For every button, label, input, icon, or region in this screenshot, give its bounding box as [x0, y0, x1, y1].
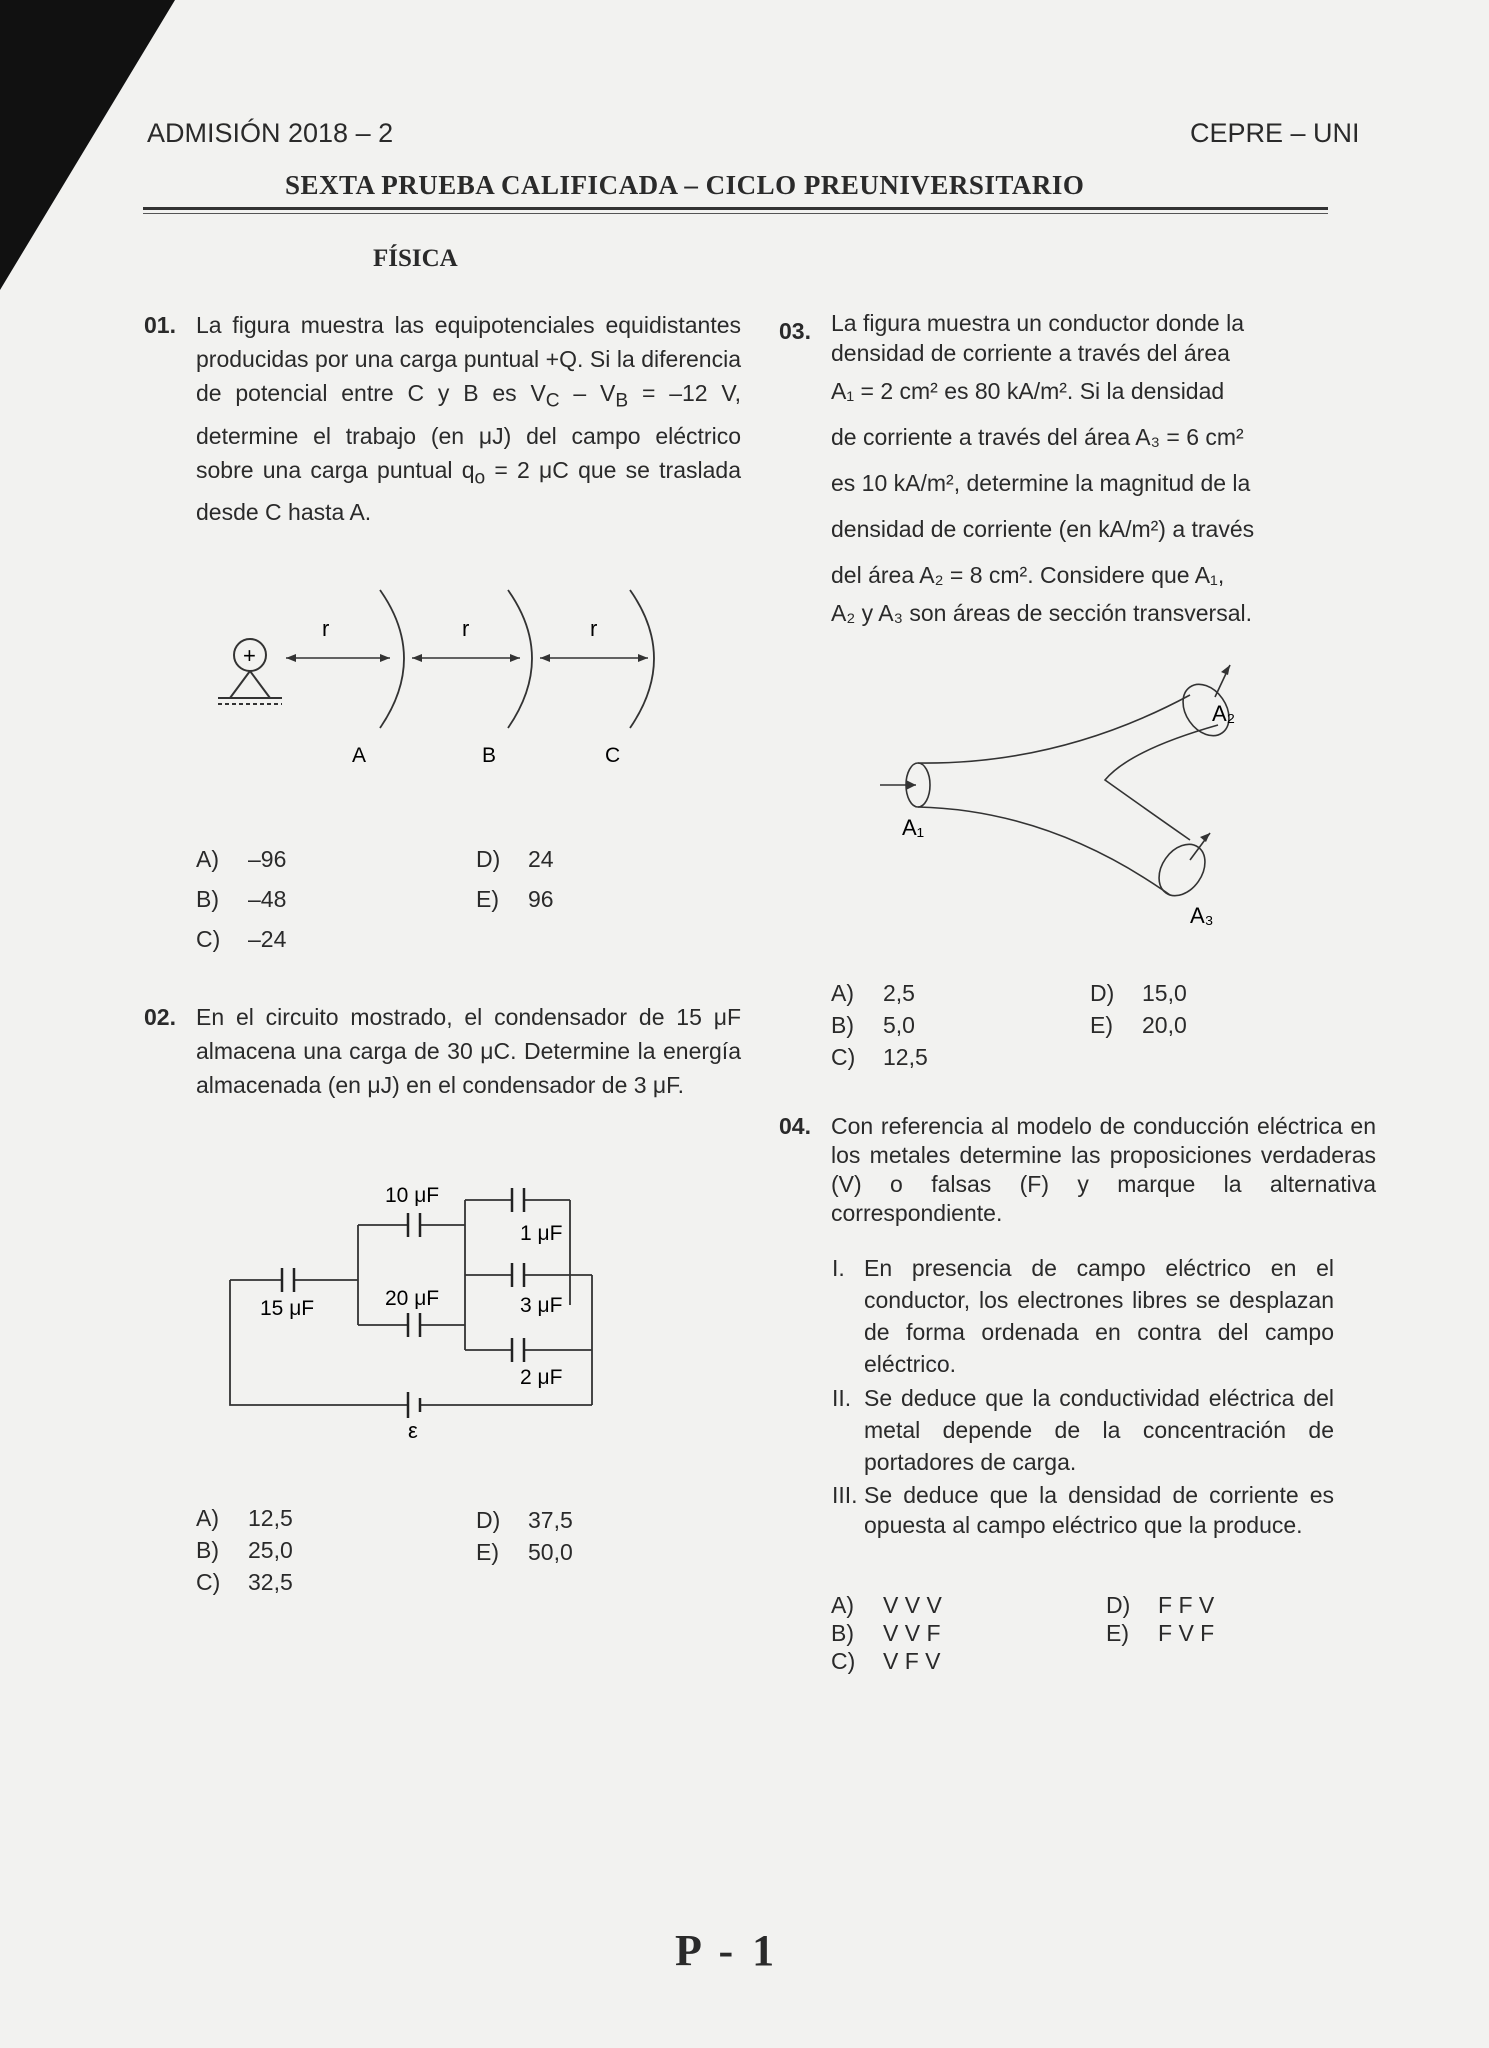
option-letter: B)	[196, 1537, 219, 1563]
title-rule	[143, 207, 1328, 210]
proposition-number: I.	[832, 1255, 845, 1281]
cap-2uf-plates	[512, 1338, 524, 1362]
label-10uf: 10 μF	[385, 1184, 440, 1207]
q1-option-a[interactable]	[196, 846, 286, 873]
conductor-lower-edge	[918, 807, 1170, 895]
current-arrowheads	[906, 665, 1230, 842]
q2-option-e[interactable]	[476, 1539, 573, 1566]
question-01	[144, 308, 741, 529]
title-rule-thin	[143, 213, 1328, 214]
option-value: 25,0	[248, 1537, 293, 1563]
option-letter: E)	[476, 1539, 499, 1565]
q1-text-4a: sobre una carga puntual q	[196, 456, 475, 483]
option-value: 2,5	[883, 980, 915, 1006]
q3-line-4: de corriente a través del área A₃ = 6 cm²	[831, 424, 1244, 450]
option-letter: C)	[196, 926, 221, 952]
cap-3uf-plates	[512, 1263, 524, 1287]
q2-option-c[interactable]	[196, 1569, 293, 1596]
option-letter: C)	[831, 1044, 856, 1070]
q3-line-2: densidad de corriente a través del área	[831, 340, 1230, 366]
conductor-upper-edge	[918, 695, 1190, 763]
q1-text-1: La figura muestra las equipotenciales equidistantes producidas por una carga puntual +Q. Si la diferencia de potencial	[196, 312, 741, 406]
q1-text-2b: = –12 V, determine	[196, 380, 741, 449]
option-value: –96	[248, 846, 287, 872]
option-value: 32,5	[248, 1569, 293, 1595]
q1-sub-b: B	[615, 390, 629, 412]
option-value: F V F	[1158, 1620, 1215, 1646]
subject-heading: FÍSICA	[373, 245, 458, 272]
proposition-1	[832, 1252, 1334, 1380]
cap-10uf-plates	[408, 1213, 420, 1237]
equipotential-figure	[200, 580, 680, 780]
option-value: 20,0	[1142, 1012, 1187, 1038]
exam-title: SEXTA PRUEBA CALIFICADA – CICLO PREUNIVERSITARIO	[285, 170, 1085, 200]
option-letter: C)	[196, 1569, 221, 1595]
q4-option-b[interactable]	[831, 1620, 941, 1647]
option-value: 24	[528, 846, 554, 872]
option-letter: E)	[1090, 1012, 1113, 1038]
q4-option-a[interactable]	[831, 1592, 942, 1619]
label-a: A	[352, 744, 367, 767]
option-letter: B)	[831, 1012, 854, 1038]
q2-option-a[interactable]	[196, 1505, 293, 1532]
proposition-number: III.	[832, 1482, 858, 1508]
q2-option-d[interactable]	[476, 1507, 573, 1534]
option-letter: A)	[196, 1505, 219, 1531]
option-letter: D)	[1090, 980, 1115, 1006]
conductor-inner-edge	[1105, 725, 1218, 840]
option-letter: B)	[831, 1620, 854, 1646]
label-3uf: 3 μF	[520, 1294, 563, 1317]
option-letter: D)	[476, 846, 501, 872]
q3-line-6: densidad de corriente (en kA/m²) a través	[831, 516, 1255, 542]
q3-line-3: A₁ = 2 cm² es 80 kA/m². Si la densidad	[831, 378, 1225, 404]
option-value: –48	[248, 886, 287, 912]
q3-line-8: A₂ y A₃ son áreas de sección transversal.	[831, 600, 1252, 626]
question-number: 01.	[144, 312, 176, 338]
option-value: V V F	[883, 1620, 941, 1646]
area-a3-ellipse	[1150, 836, 1215, 905]
page-number: P - 1	[675, 1926, 779, 1975]
charge-stand	[218, 671, 282, 698]
question-number: 03.	[779, 318, 811, 344]
q1-option-b[interactable]	[196, 886, 286, 913]
option-value: 15,0	[1142, 980, 1187, 1006]
option-value: 96	[528, 886, 554, 912]
wire-right	[570, 1200, 592, 1405]
label-a3: A₃	[1190, 903, 1214, 928]
option-value: 12,5	[248, 1505, 293, 1531]
q3-option-c[interactable]	[831, 1044, 928, 1071]
circuit-figure	[220, 1180, 620, 1440]
option-value: V F V	[883, 1648, 941, 1674]
option-value: 50,0	[528, 1539, 573, 1565]
q2-text: En el circuito mostrado, el condensador de 15 μF almacena una carga de 30 μC. Determine la energía almacenada (en μJ) en el condensador de 3 μF.	[196, 1004, 741, 1098]
q3-line-5: es 10 kA/m², determine la magnitud de la	[831, 470, 1251, 496]
option-letter: C)	[831, 1648, 856, 1674]
proposition-3	[832, 1480, 1334, 1540]
label-a2: A₂	[1212, 701, 1236, 726]
r-label-2: r	[462, 616, 470, 641]
label-a1: A₁	[902, 815, 925, 840]
option-letter: A)	[831, 980, 854, 1006]
cap-1uf-plates	[512, 1188, 524, 1212]
q1-text-2: entre C y B es V	[341, 380, 546, 406]
proposition-text: En presencia de campo eléctrico en el conductor, los electrones libres se desplazan de forma ordenada en contra del campo eléctrico.	[864, 1255, 1334, 1377]
option-letter: D)	[476, 1507, 501, 1533]
proposition-number: II.	[832, 1385, 852, 1411]
r-label-1: r	[322, 616, 330, 641]
option-letter: E)	[1106, 1620, 1129, 1646]
cap-20uf-plates	[408, 1313, 420, 1337]
q1-text-4b: = 2 μC que se	[485, 456, 650, 483]
header-institution: CEPRE – UNI	[1190, 118, 1360, 148]
question-number: 02.	[144, 1004, 176, 1030]
label-1uf: 1 μF	[520, 1222, 563, 1245]
q3-option-b[interactable]	[831, 1012, 915, 1039]
question-number: 04.	[779, 1113, 811, 1139]
option-letter: D)	[1106, 1592, 1131, 1618]
option-value: 5,0	[883, 1012, 915, 1038]
q1-sub-o: o	[474, 467, 486, 489]
label-20uf: 20 μF	[385, 1287, 440, 1310]
q3-line-7: del área A₂ = 8 cm². Considere que A₁,	[831, 562, 1225, 588]
q4-option-d[interactable]	[1106, 1592, 1214, 1619]
q4-text: Con referencia al modelo de conducción eléctrica en los metales determine las proposiciones verdaderas (V) o falsas (F) y marque la alternativa correspondiente.	[831, 1113, 1376, 1226]
option-letter: B)	[196, 886, 219, 912]
q1-option-d[interactable]	[476, 846, 554, 873]
question-02	[144, 1000, 741, 1102]
cap-15uf-plates	[282, 1268, 294, 1292]
question-03	[779, 308, 1376, 628]
q3-line-1: La figura muestra un conductor donde la	[831, 310, 1244, 336]
q1-text-5: traslada desde C hasta A.	[196, 456, 741, 526]
q1-dash: – V	[559, 380, 616, 406]
option-value: –24	[248, 926, 287, 952]
option-letter: E)	[476, 886, 499, 912]
label-c: C	[605, 744, 621, 767]
proposition-text: Se deduce que la conductividad eléctrica del metal depende de la concentración de portadores de carga.	[864, 1385, 1334, 1475]
option-value: 37,5	[528, 1507, 573, 1533]
q1-option-c[interactable]	[196, 926, 286, 953]
option-letter: A)	[196, 846, 219, 872]
q4-option-c[interactable]	[831, 1648, 941, 1675]
proposition-text: Se deduce que la densidad de corriente es opuesta al campo eléctrico que la produce.	[864, 1482, 1334, 1538]
q3-option-d[interactable]	[1090, 980, 1187, 1007]
question-04	[779, 1112, 1376, 1228]
battery-plates	[408, 1392, 420, 1418]
q1-text-3: el trabajo (en μJ) del campo eléctrico	[313, 422, 741, 449]
label-15uf: 15 μF	[260, 1297, 315, 1320]
label-b: B	[482, 744, 497, 767]
conductor-figure	[870, 655, 1270, 935]
q4-option-e[interactable]	[1106, 1620, 1214, 1647]
q1-sub-c: C	[545, 390, 560, 412]
q3-option-e[interactable]	[1090, 1012, 1187, 1039]
header-admission: ADMISIÓN 2018 – 2	[147, 118, 394, 148]
option-value: F F V	[1158, 1592, 1215, 1618]
option-value: V V V	[883, 1592, 942, 1618]
q1-option-e[interactable]	[476, 886, 554, 913]
q2-option-b[interactable]	[196, 1537, 293, 1564]
proposition-2	[832, 1382, 1334, 1478]
label-emf: ε	[408, 1418, 418, 1440]
q3-option-a[interactable]	[831, 980, 915, 1007]
option-value: 12,5	[883, 1044, 928, 1070]
label-2uf: 2 μF	[520, 1366, 563, 1389]
charge-plus: +	[243, 643, 256, 668]
r-label-3: r	[590, 616, 598, 641]
option-letter: A)	[831, 1592, 854, 1618]
